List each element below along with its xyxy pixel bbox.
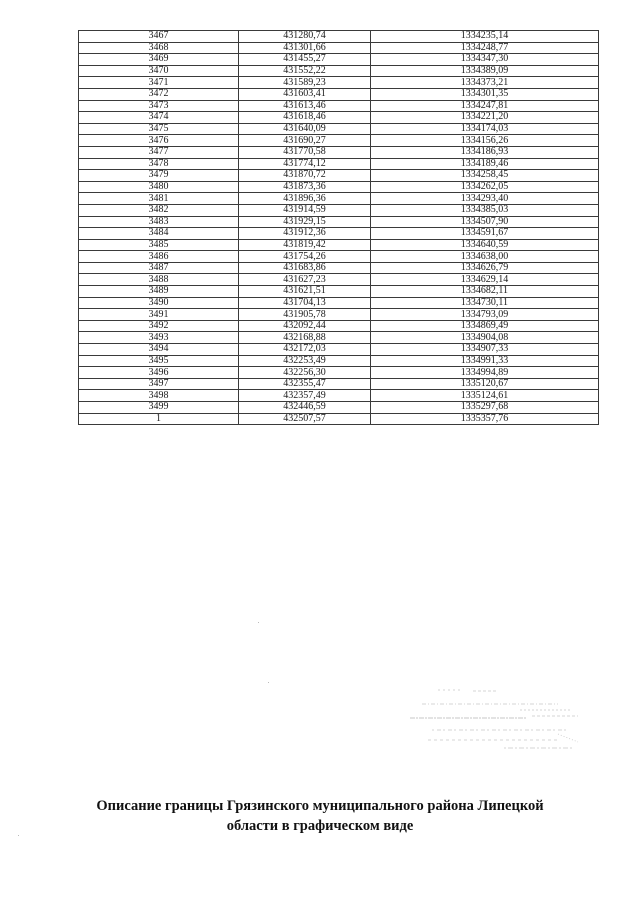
x-coordinate-cell: 431589,23 <box>239 77 371 89</box>
table-row <box>79 146 599 158</box>
y-coordinate-cell: 1334262,05 <box>371 181 599 193</box>
y-coordinate-cell: 1334626,79 <box>371 262 599 274</box>
point-number-cell: 3498 <box>79 390 239 402</box>
table-row <box>79 65 599 77</box>
y-coordinate-cell: 1335357,76 <box>371 413 599 425</box>
y-coordinate-cell: 1334629,14 <box>371 274 599 286</box>
x-coordinate-cell: 431603,41 <box>239 88 371 100</box>
table-row <box>79 170 599 182</box>
x-coordinate-cell: 431690,27 <box>239 135 371 147</box>
point-number-cell: 3489 <box>79 286 239 298</box>
table-row <box>79 204 599 216</box>
point-number-cell: 3480 <box>79 181 239 193</box>
coordinates-table-body <box>79 31 599 425</box>
point-number-cell: 3488 <box>79 274 239 286</box>
point-number-cell: 3477 <box>79 146 239 158</box>
table-row <box>79 77 599 89</box>
x-coordinate-cell: 431280,74 <box>239 31 371 43</box>
x-coordinate-cell: 431640,09 <box>239 123 371 135</box>
y-coordinate-cell: 1334186,93 <box>371 146 599 158</box>
point-number-cell: 3491 <box>79 309 239 321</box>
point-number-cell: 3483 <box>79 216 239 228</box>
y-coordinate-cell: 1334640,59 <box>371 239 599 251</box>
y-coordinate-cell: 1334221,20 <box>371 112 599 124</box>
table-row <box>79 413 599 425</box>
x-coordinate-cell: 431627,23 <box>239 274 371 286</box>
table-row <box>79 123 599 135</box>
x-coordinate-cell: 431914,59 <box>239 204 371 216</box>
y-coordinate-cell: 1334907,33 <box>371 344 599 356</box>
point-number-cell: 1 <box>79 413 239 425</box>
point-number-cell: 3472 <box>79 88 239 100</box>
x-coordinate-cell: 431613,46 <box>239 100 371 112</box>
table-row <box>79 378 599 390</box>
y-coordinate-cell: 1334373,21 <box>371 77 599 89</box>
y-coordinate-cell: 1334156,26 <box>371 135 599 147</box>
y-coordinate-cell: 1334389,09 <box>371 65 599 77</box>
point-number-cell: 3485 <box>79 239 239 251</box>
point-number-cell: 3487 <box>79 262 239 274</box>
x-coordinate-cell: 432168,88 <box>239 332 371 344</box>
x-coordinate-cell: 431929,15 <box>239 216 371 228</box>
x-coordinate-cell: 431770,58 <box>239 146 371 158</box>
point-number-cell: 3495 <box>79 355 239 367</box>
table-row <box>79 367 599 379</box>
point-number-cell: 3484 <box>79 228 239 240</box>
x-coordinate-cell: 432446,59 <box>239 402 371 414</box>
point-number-cell: 3471 <box>79 77 239 89</box>
point-number-cell: 3481 <box>79 193 239 205</box>
table-row <box>79 31 599 43</box>
table-row <box>79 42 599 54</box>
point-number-cell: 3478 <box>79 158 239 170</box>
coordinates-table <box>78 30 599 425</box>
x-coordinate-cell: 431905,78 <box>239 309 371 321</box>
y-coordinate-cell: 1334258,45 <box>371 170 599 182</box>
point-number-cell: 3490 <box>79 297 239 309</box>
table-row <box>79 355 599 367</box>
x-coordinate-cell: 432172,03 <box>239 344 371 356</box>
point-number-cell: 3494 <box>79 344 239 356</box>
y-coordinate-cell: 1334507,90 <box>371 216 599 228</box>
x-coordinate-cell: 432256,30 <box>239 367 371 379</box>
x-coordinate-cell: 431819,42 <box>239 239 371 251</box>
point-number-cell: 3467 <box>79 31 239 43</box>
point-number-cell: 3497 <box>79 378 239 390</box>
table-row <box>79 239 599 251</box>
y-coordinate-cell: 1335124,61 <box>371 390 599 402</box>
x-coordinate-cell: 431301,66 <box>239 42 371 54</box>
point-number-cell: 3475 <box>79 123 239 135</box>
x-coordinate-cell: 432507,57 <box>239 413 371 425</box>
y-coordinate-cell: 1334638,00 <box>371 251 599 263</box>
y-coordinate-cell: 1334189,46 <box>371 158 599 170</box>
y-coordinate-cell: 1334994,89 <box>371 367 599 379</box>
table-row <box>79 286 599 298</box>
y-coordinate-cell: 1334174,03 <box>371 123 599 135</box>
point-number-cell: 3496 <box>79 367 239 379</box>
scan-speck <box>18 835 19 836</box>
table-row <box>79 100 599 112</box>
x-coordinate-cell: 431870,72 <box>239 170 371 182</box>
table-row <box>79 320 599 332</box>
point-number-cell: 3469 <box>79 54 239 66</box>
x-coordinate-cell: 432253,49 <box>239 355 371 367</box>
y-coordinate-cell: 1334730,11 <box>371 297 599 309</box>
y-coordinate-cell: 1334385,03 <box>371 204 599 216</box>
y-coordinate-cell: 1335120,67 <box>371 378 599 390</box>
point-number-cell: 3493 <box>79 332 239 344</box>
scan-speck <box>268 682 269 683</box>
table-row <box>79 216 599 228</box>
y-coordinate-cell: 1334247,81 <box>371 100 599 112</box>
scan-speck <box>258 622 259 623</box>
x-coordinate-cell: 431912,36 <box>239 228 371 240</box>
x-coordinate-cell: 432355,47 <box>239 378 371 390</box>
heading-line-1: Описание границы Грязинского муниципального района Липецкой <box>96 798 544 814</box>
x-coordinate-cell: 431552,22 <box>239 65 371 77</box>
table-row <box>79 274 599 286</box>
x-coordinate-cell: 432357,49 <box>239 390 371 402</box>
y-coordinate-cell: 1334991,33 <box>371 355 599 367</box>
y-coordinate-cell: 1334347,30 <box>371 54 599 66</box>
table-row <box>79 309 599 321</box>
table-row <box>79 402 599 414</box>
table-row <box>79 344 599 356</box>
table-row <box>79 228 599 240</box>
table-row <box>79 158 599 170</box>
x-coordinate-cell: 431455,27 <box>239 54 371 66</box>
table-row <box>79 181 599 193</box>
document-heading <box>60 796 580 836</box>
y-coordinate-cell: 1334235,14 <box>371 31 599 43</box>
y-coordinate-cell: 1334793,09 <box>371 309 599 321</box>
x-coordinate-cell: 432092,44 <box>239 320 371 332</box>
point-number-cell: 3470 <box>79 65 239 77</box>
y-coordinate-cell: 1334591,67 <box>371 228 599 240</box>
x-coordinate-cell: 431774,12 <box>239 158 371 170</box>
x-coordinate-cell: 431704,13 <box>239 297 371 309</box>
y-coordinate-cell: 1334682,11 <box>371 286 599 298</box>
y-coordinate-cell: 1335297,68 <box>371 402 599 414</box>
point-number-cell: 3476 <box>79 135 239 147</box>
x-coordinate-cell: 431873,36 <box>239 181 371 193</box>
y-coordinate-cell: 1334869,49 <box>371 320 599 332</box>
point-number-cell: 3492 <box>79 320 239 332</box>
point-number-cell: 3479 <box>79 170 239 182</box>
table-row <box>79 112 599 124</box>
table-row <box>79 54 599 66</box>
x-coordinate-cell: 431896,36 <box>239 193 371 205</box>
x-coordinate-cell: 431683,86 <box>239 262 371 274</box>
y-coordinate-cell: 1334248,77 <box>371 42 599 54</box>
faded-stamp-signature <box>408 682 580 762</box>
point-number-cell: 3474 <box>79 112 239 124</box>
point-number-cell: 3499 <box>79 402 239 414</box>
heading-line-2: области в графическом виде <box>226 818 414 834</box>
point-number-cell: 3482 <box>79 204 239 216</box>
point-number-cell: 3473 <box>79 100 239 112</box>
y-coordinate-cell: 1334301,35 <box>371 88 599 100</box>
table-row <box>79 193 599 205</box>
table-row <box>79 88 599 100</box>
x-coordinate-cell: 431618,46 <box>239 112 371 124</box>
y-coordinate-cell: 1334293,40 <box>371 193 599 205</box>
table-row <box>79 135 599 147</box>
table-row <box>79 297 599 309</box>
point-number-cell: 3486 <box>79 251 239 263</box>
table-row <box>79 251 599 263</box>
x-coordinate-cell: 431621,51 <box>239 286 371 298</box>
table-row <box>79 262 599 274</box>
table-row <box>79 390 599 402</box>
y-coordinate-cell: 1334904,08 <box>371 332 599 344</box>
x-coordinate-cell: 431754,26 <box>239 251 371 263</box>
point-number-cell: 3468 <box>79 42 239 54</box>
table-row <box>79 332 599 344</box>
